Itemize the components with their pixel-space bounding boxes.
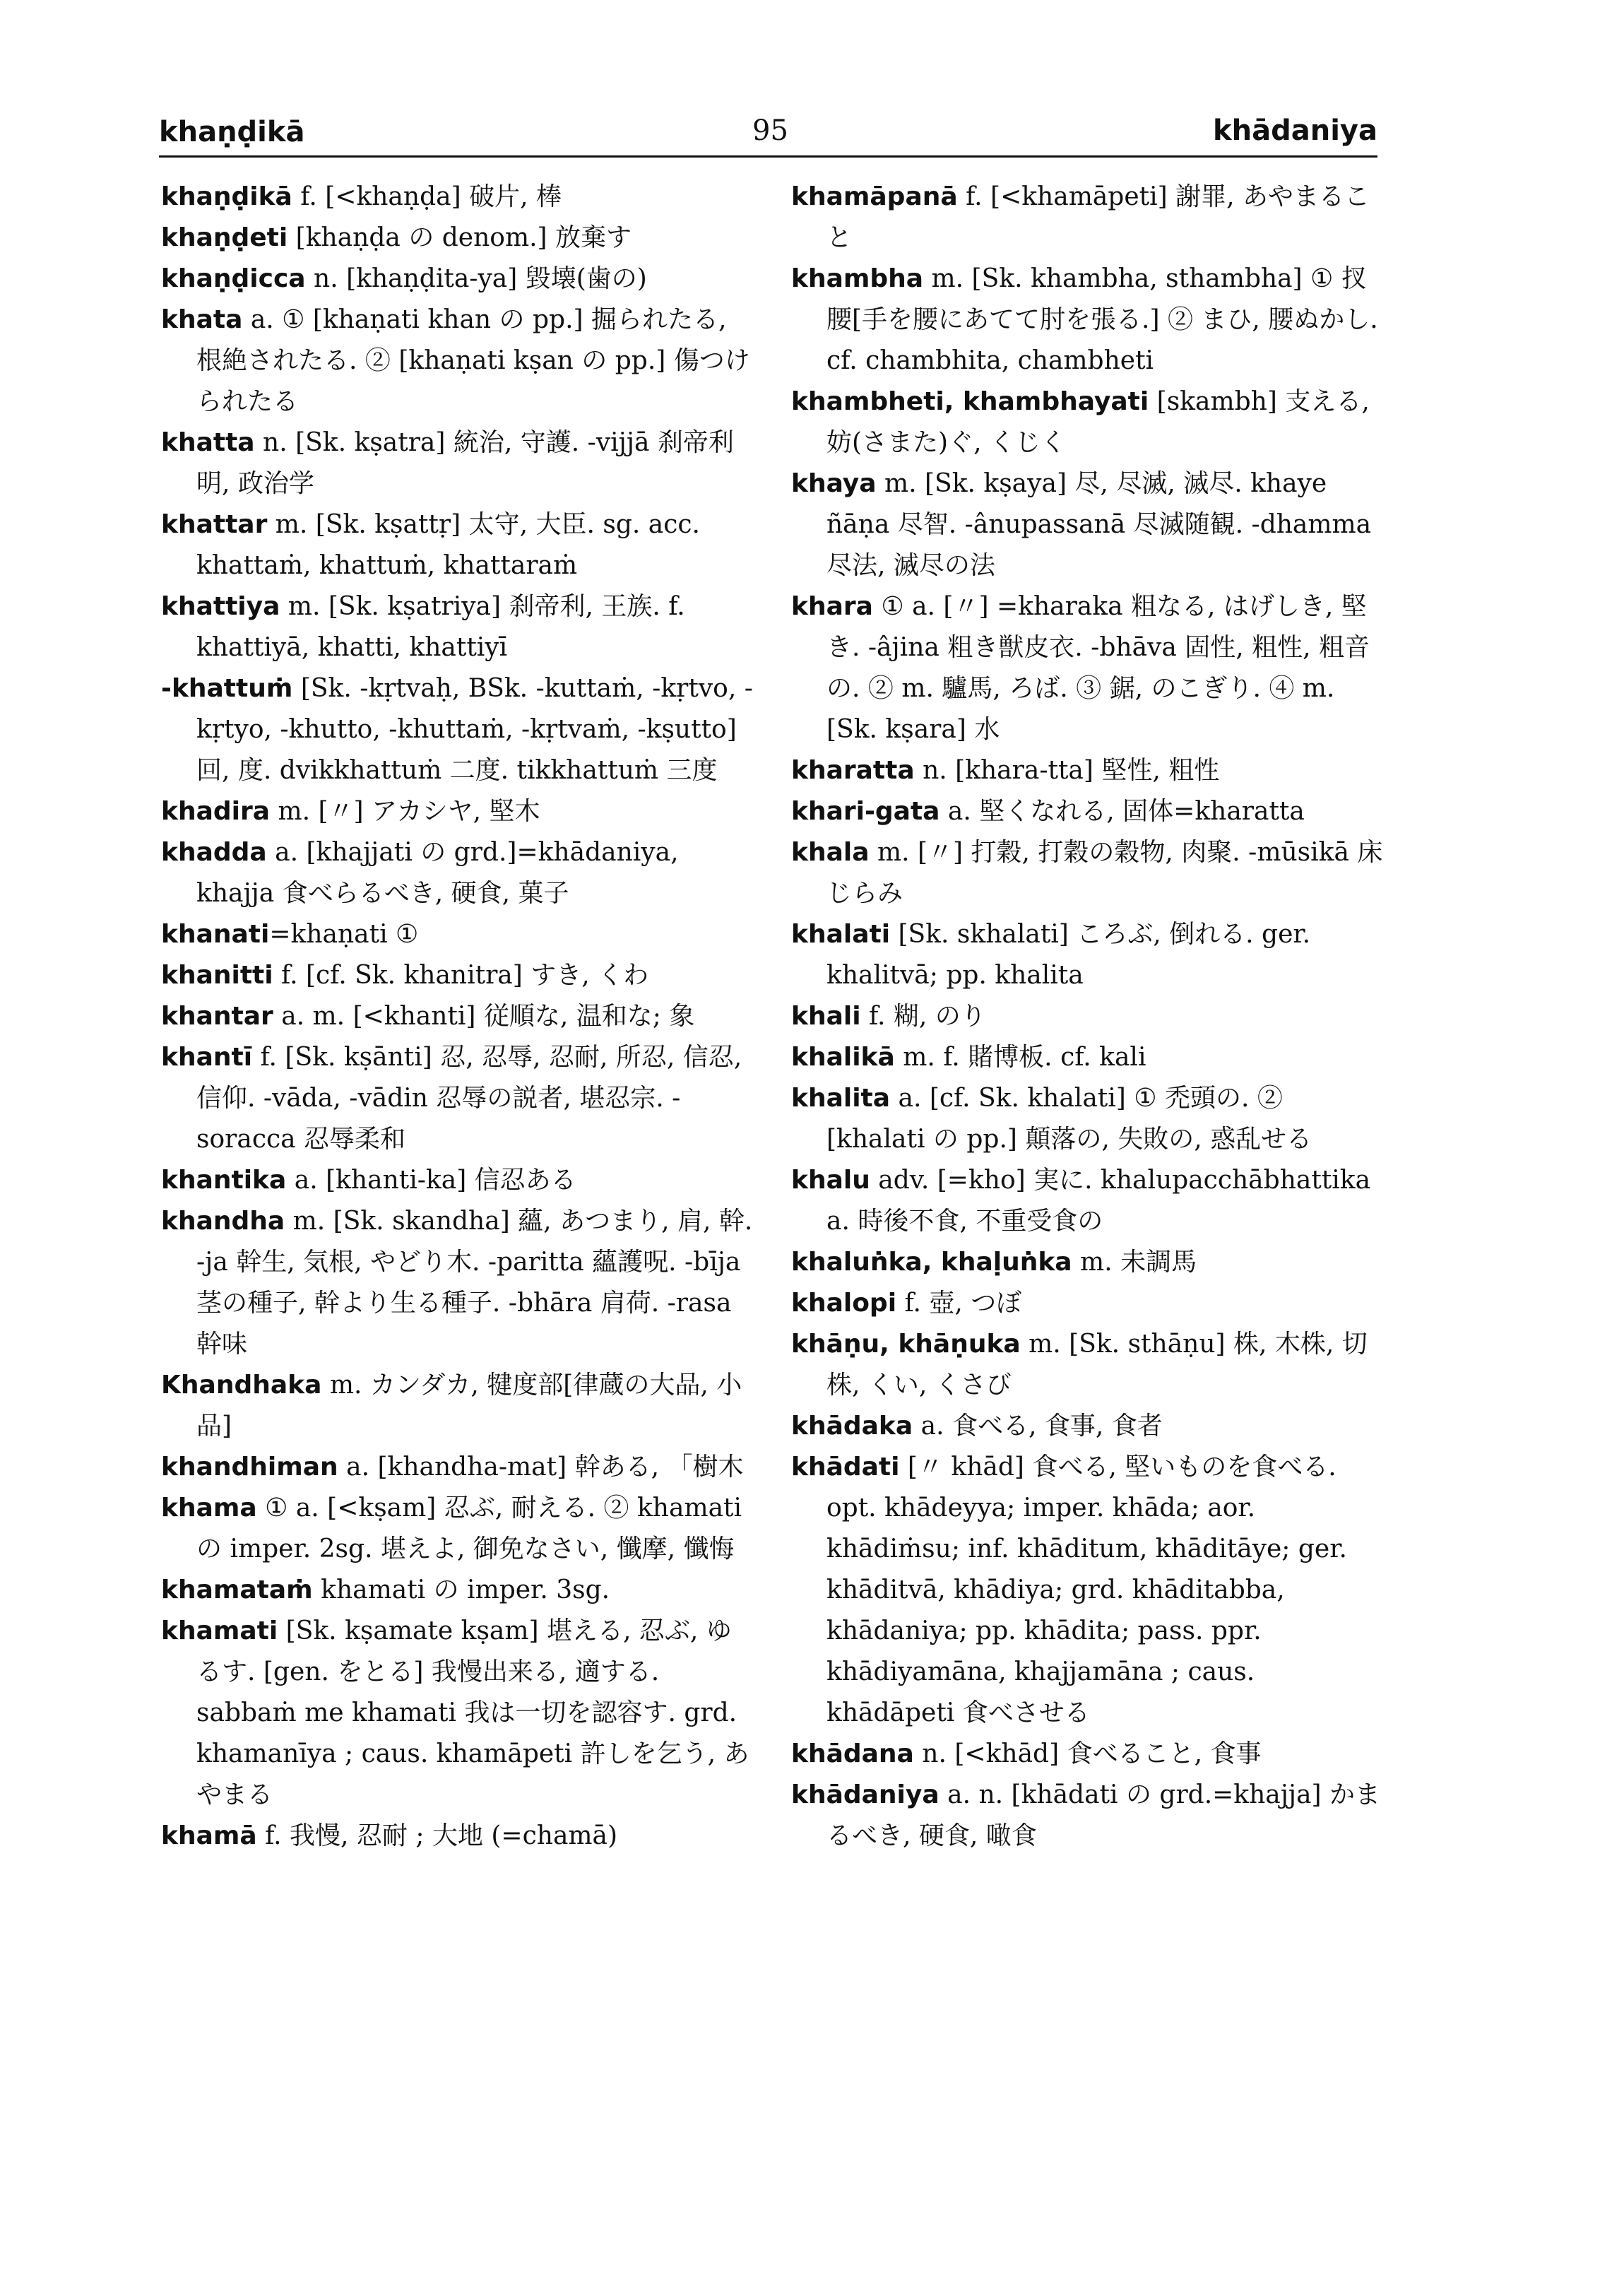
entry-definition: [〃 khād] 食べる, 堅いものを食べる. opt. khādeyya; imper. khāda; aor. khādiṁsu; inf. khāditum, khāditāye; ger. khāditvā, khādiya; grd. khāditabba, khādaniya; pp. khādita; pass. ppr. khādiyamāna, khajjamāna ; caus. khādāpeti 食べさせる (826, 1453, 1347, 1727)
dictionary-entry (161, 791, 754, 832)
headword: khalita (791, 1084, 891, 1113)
headword: khamati (161, 1616, 278, 1645)
headword: Khandhaka (161, 1371, 322, 1400)
headword: -khattuṁ (161, 674, 293, 703)
entry-definition: m. 未調馬 (1072, 1248, 1197, 1277)
entry-definition: f. [cf. Sk. khanitra] すき, くわ (273, 961, 649, 990)
entry-definition: f. 壺, つぼ (896, 1289, 1022, 1318)
entry-definition: a. n. [khādati の grd.=khajja] かまるべき, 硬食, 噉食 (826, 1780, 1381, 1850)
dictionary-entry (791, 259, 1385, 382)
dictionary-entry (161, 300, 754, 422)
entry-definition: a. m. [<khanti] 従順な, 温和な; 象 (273, 1002, 695, 1031)
dictionary-entry (161, 1365, 754, 1447)
entry-definition: a. [khandha-mat] 幹ある, 「樹木 (338, 1453, 744, 1482)
headword: khalikā (791, 1043, 895, 1072)
dictionary-entry (791, 1242, 1385, 1283)
dictionary-entry (791, 1775, 1385, 1857)
dictionary-entry (161, 218, 754, 259)
headword: khari-gata (791, 797, 940, 826)
headword: khādana (791, 1739, 914, 1768)
dictionary-entry (161, 996, 754, 1037)
headword: khanati (161, 920, 270, 949)
entry-definition: [skambh] 支える, 妨(さまた)ぐ, くじく (826, 387, 1370, 457)
headword: khattar (161, 510, 268, 539)
entry-definition: n. [<khād] 食べること, 食事 (913, 1739, 1262, 1768)
dictionary-entry (791, 1283, 1385, 1324)
headword: khalopi (791, 1289, 897, 1318)
dictionary-entry (791, 1447, 1385, 1734)
entry-definition: n. [khara-tta] 堅性, 粗性 (914, 756, 1220, 785)
entry-definition: m. [〃] アカシヤ, 堅木 (270, 797, 540, 826)
dictionary-entry (791, 1324, 1385, 1406)
dictionary-entry (161, 955, 754, 996)
entry-definition: a. 堅くなれる, 固体=kharatta (940, 797, 1305, 826)
entry-definition: n. [khaṇḍita-ya] 毀壊(歯の) (305, 264, 647, 293)
headword: khādaniya (791, 1780, 940, 1809)
dictionary-entry (791, 586, 1385, 750)
entry-definition: a. [khajjati の grd.]=khādaniya, khajja 食べらるべき, 硬食, 菓子 (196, 838, 679, 908)
entry-definition: [Sk. kṣamate kṣam] 堪える, 忍ぶ, ゆるす. [gen. をとる] 我慢出来る, 適する. sabbaṁ me khamati 我は一切を認容す. grd. khamanīya ; caus. khamāpeti 許しを乞う, あやまる (196, 1616, 749, 1809)
headword: khara (791, 592, 873, 621)
entry-definition: f. [<khamāpeti] 謝罪, あやまること (826, 182, 1370, 252)
dictionary-entry (161, 177, 754, 218)
page-number: 95 (752, 114, 788, 147)
headword: khantar (161, 1002, 273, 1031)
dictionary-entry (161, 259, 754, 300)
entry-definition: f. [Sk. kṣānti] 忍, 忍辱, 忍耐, 所忍, 信忍, 信仰. -vāda, -vādin 忍辱の説者, 堪忍宗. -soracca 忍辱柔和 (196, 1043, 742, 1154)
headword: khantika (161, 1166, 287, 1195)
dictionary-entry (791, 832, 1385, 914)
dictionary-entry (791, 750, 1385, 791)
headword: khandhiman (161, 1453, 338, 1482)
headword: khaya (791, 469, 877, 498)
dictionary-entry (791, 791, 1385, 832)
entry-definition: a. 食べる, 食事, 食者 (913, 1412, 1163, 1441)
dictionary-entry (791, 1160, 1385, 1242)
entry-definition: m. [Sk. skandha] 蘊, あつまり, 肩, 幹. -ja 幹生, 気根, やどり木. -paritta 蘊護呪. -bīja 茎の種子, 幹より生る種子. -bhāra 肩荷. -rasa 幹味 (196, 1207, 753, 1359)
entry-definition: m. カンダカ, 犍度部[律蔵の大品, 小品] (196, 1371, 742, 1441)
entry-definition: a. ① [khaṇati khan の pp.] 掘られたる, 根絶されたる. ② [khaṇati kṣan の pp.] 傷つけられたる (196, 305, 750, 416)
headword: khalu (791, 1166, 870, 1195)
dictionary-entry (161, 832, 754, 914)
headword: khaṇḍikā (161, 182, 292, 211)
entry-definition: [Sk. skhalati] ころぶ, 倒れる. ger. khalitvā; pp. khalita (826, 920, 1311, 990)
headword: khaṇḍicca (161, 264, 306, 293)
header-left-guide-word: khaṇḍikā (159, 116, 305, 148)
entry-definition: f. 我慢, 忍耐 ; 大地 (=chamā) (256, 1821, 618, 1850)
entry-definition: f. [<khaṇḍa] 破片, 棒 (292, 182, 562, 211)
entry-definition: khamati の imper. 3sg. (312, 1575, 610, 1604)
headword: khāṇu, khāṇuka (791, 1330, 1021, 1359)
dictionary-entry (791, 1734, 1385, 1775)
entry-definition: a. [cf. Sk. khalati] ① 禿頭の. ② [khalati の pp.] 顛落の, 失敗の, 惑乱せる (826, 1084, 1312, 1154)
entry-definition: m. [Sk. kṣaya] 尽, 尽滅, 滅尽. khaye ñāṇa 尽智. -ânupassanā 尽滅随観. -dhamma 尽法, 滅尽の法 (826, 469, 1372, 580)
headword: khala (791, 838, 870, 867)
dictionary-entry (791, 1078, 1385, 1160)
entry-definition: m. [Sk. khambha, sthambha] ① 扠腰[手を腰にあてて肘を張る.] ② まひ, 腰ぬかし. cf. chambhita, chambheti (826, 264, 1378, 375)
entry-definition: adv. [=kho] 実に. khalupacchābhattika a. 時後不食, 不重受食の (826, 1166, 1371, 1236)
dictionary-entry (161, 1816, 754, 1857)
dictionary-entry (161, 1447, 754, 1488)
dictionary-entry (161, 1488, 754, 1570)
entry-definition: m. [〃] 打穀, 打穀の穀物, 肉聚. -mūsikā 床じらみ (826, 838, 1383, 908)
dictionary-entry (161, 422, 754, 504)
entry-definition: m. [Sk. kṣattṛ] 太守, 大臣. sg. acc. khattaṁ, khattuṁ, khattaraṁ (196, 510, 700, 580)
running-header (159, 106, 1377, 158)
entry-definition: [khaṇḍa の denom.] 放棄す (288, 223, 632, 252)
dictionary-entry (161, 1201, 754, 1365)
headword: khatta (161, 428, 255, 457)
dictionary-entry (161, 668, 754, 791)
headword: khadira (161, 797, 271, 826)
dictionary-entry (791, 1037, 1385, 1078)
entry-definition: m. [Sk. kṣatriya] 刹帝利, 王族. f. khattiyā, khatti, khattiyī (196, 592, 685, 662)
dictionary-entry (161, 1570, 754, 1611)
dictionary-entry (161, 914, 754, 955)
dictionary-entry (791, 914, 1385, 996)
entry-definition: f. 糊, のり (860, 1002, 986, 1031)
dictionary-entry (791, 463, 1385, 586)
dictionary-entry (161, 1037, 754, 1160)
headword: khalati (791, 920, 891, 949)
entry-definition: m. [Sk. sthāṇu] 株, 木株, 切株, くい, くさび (826, 1330, 1368, 1400)
dictionary-entry (161, 586, 754, 668)
dictionary-entry (791, 996, 1385, 1037)
dictionary-entry (161, 1611, 754, 1816)
entry-definition: ① a. [<kṣam] 忍ぶ, 耐える. ② khamati の imper. 2sg. 堪えよ, 御免なさい, 懺摩, 懺悔 (196, 1494, 742, 1563)
entry-definition: n. [Sk. kṣatra] 統治, 守護. -vijjā 刹帝利明, 政治学 (196, 428, 734, 498)
headword: khandha (161, 1207, 285, 1236)
header-right-guide-word: khādaniya (1213, 114, 1377, 147)
entry-definition: [Sk. -kṛtvaḥ, BSk. -kuttaṁ, -kṛtvo, -kṛtyo, -khutto, -khuttaṁ, -kṛtvaṁ, -kṣutto] 回, 度. dvikkhattuṁ 二度. tikkhattuṁ 三度 (196, 674, 753, 785)
left-column (161, 177, 754, 1857)
headword: khadda (161, 838, 267, 867)
headword: khaluṅka, khaḷuṅka (791, 1248, 1072, 1277)
headword: kharatta (791, 756, 915, 785)
entry-definition: ① a. [〃] =kharaka 粗なる, はげしき, 堅き. -âjina 粗き獣皮衣. -bhāva 固性, 粗性, 粗音の. ② m. 驢馬, ろば. ③ 鋸, のこぎり. ④ m. [Sk. kṣara] 水 (826, 592, 1370, 744)
headword: khama (161, 1494, 257, 1523)
entry-definition: m. f. 賭博板. cf. kali (894, 1043, 1146, 1072)
headword: khaṇḍeti (161, 223, 288, 252)
entry-definition: a. [khanti-ka] 信忍ある (286, 1166, 576, 1195)
headword: khādati (791, 1453, 900, 1482)
headword: khattiya (161, 592, 280, 621)
dictionary-entry (791, 177, 1385, 259)
dictionary-entry (791, 1406, 1385, 1447)
entry-definition: =khaṇati ① (269, 920, 419, 949)
headword: khamā (161, 1821, 257, 1850)
headword: khata (161, 305, 243, 334)
headword: khambha (791, 264, 924, 293)
headword: khamāpanā (791, 182, 958, 211)
dictionary-entry (161, 1160, 754, 1201)
headword: khambheti, khambhayati (791, 387, 1149, 416)
dictionary-entry (161, 504, 754, 586)
headword: khantī (161, 1043, 253, 1072)
dictionary-entry (791, 382, 1385, 463)
headword: khali (791, 1002, 861, 1031)
headword: khamataṁ (161, 1575, 313, 1604)
headword: khādaka (791, 1412, 913, 1441)
headword: khanitti (161, 961, 273, 990)
right-column (791, 177, 1385, 1857)
